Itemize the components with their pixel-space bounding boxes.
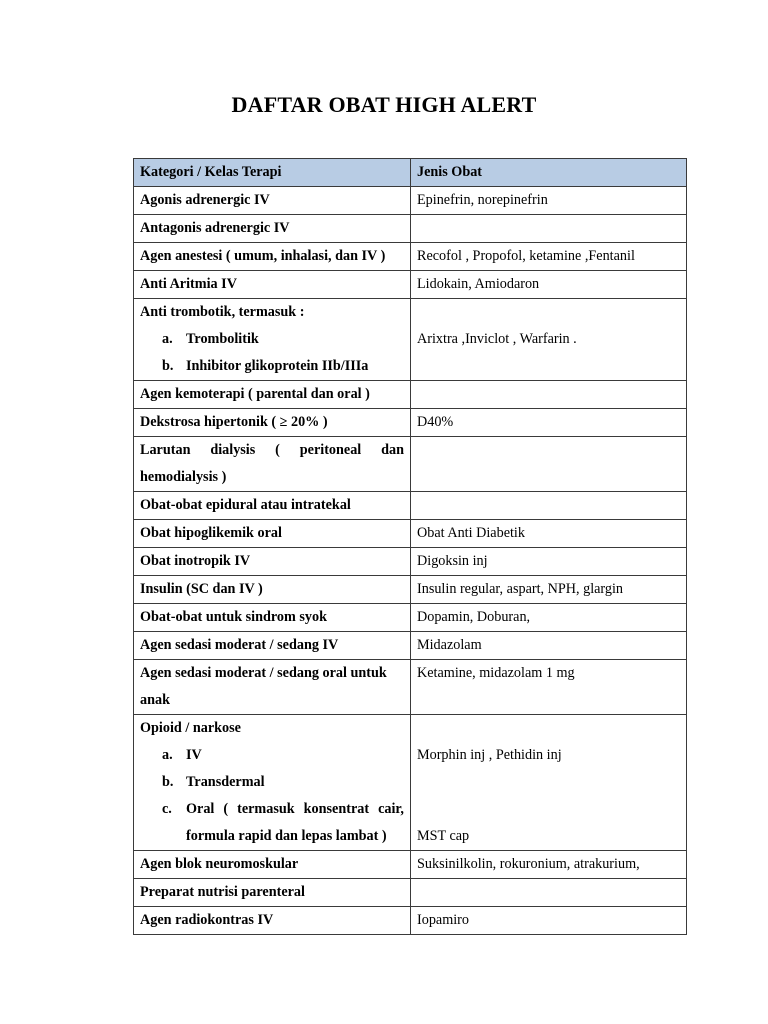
category-line: Agen sedasi moderat / sedang oral untuk [140, 665, 387, 681]
drug-cell [411, 299, 687, 381]
drug-cell: Insulin regular, aspart, NPH, glargin [411, 576, 687, 604]
category-line: anak [140, 692, 170, 708]
category-cell: Agen radiokontras IV [134, 907, 411, 935]
drug-cell [411, 381, 687, 409]
table-row [134, 548, 687, 576]
category-cell: Agen kemoterapi ( parental dan oral ) [134, 381, 411, 409]
word: Larutan [140, 442, 191, 458]
sub-item-marker: b. [162, 358, 174, 374]
sub-item-line [186, 796, 404, 823]
word: konsentrat [303, 801, 370, 817]
drug-cell [411, 492, 687, 520]
sub-item [162, 796, 404, 850]
category-cell [134, 660, 411, 715]
sub-item-line: formula rapid dan lepas lambat ) [186, 828, 387, 844]
category-line [140, 437, 404, 464]
drug-cell: D40% [411, 409, 687, 437]
table-row [134, 660, 687, 715]
category-label: Opioid / narkose [140, 720, 241, 736]
category-cell: Antagonis adrenergic IV [134, 215, 411, 243]
sub-item-label: Inhibitor glikoprotein IIb/IIIa [186, 358, 369, 374]
category-cell: Agen sedasi moderat / sedang IV [134, 632, 411, 660]
category-cell: Obat inotropik IV [134, 548, 411, 576]
sub-item-label: Transdermal [186, 774, 265, 790]
drug-cell: Epinefrin, norepinefrin [411, 187, 687, 215]
page-title: DAFTAR OBAT HIGH ALERT [231, 92, 537, 117]
drug-cell: Ketamine, midazolam 1 mg [411, 660, 687, 715]
drug-cell [411, 437, 687, 492]
sub-item-list [140, 742, 404, 850]
table-row [134, 632, 687, 660]
category-cell: Agonis adrenergic IV [134, 187, 411, 215]
word: Oral [186, 801, 215, 817]
table-row [134, 299, 687, 381]
sub-item-list [140, 326, 404, 380]
category-cell: Obat hipoglikemik oral [134, 520, 411, 548]
table-row [134, 409, 687, 437]
sub-item-label: IV [186, 747, 202, 763]
drug-text: MST cap [417, 828, 470, 844]
category-cell: Agen blok neuromoskular [134, 851, 411, 879]
word: ( [275, 442, 280, 458]
category-cell: Obat-obat epidural atau intratekal [134, 492, 411, 520]
drug-cell: Lidokain, Amiodaron [411, 271, 687, 299]
word: dialysis [210, 442, 256, 458]
category-cell [134, 437, 411, 492]
table-row [134, 715, 687, 851]
sub-item-label: Trombolitik [186, 331, 259, 347]
category-cell: Obat-obat untuk sindrom syok [134, 604, 411, 632]
sub-item-marker: a. [162, 331, 173, 347]
high-alert-drug-table [133, 158, 687, 935]
drug-cell [411, 879, 687, 907]
category-cell: Dekstrosa hipertonik ( ≥ 20% ) [134, 409, 411, 437]
table-row [134, 907, 687, 935]
table-row [134, 879, 687, 907]
word: termasuk [237, 801, 295, 817]
category-cell [134, 299, 411, 381]
table-header-row [134, 159, 687, 187]
drug-text: Morphin inj , Pethidin inj [417, 747, 562, 763]
word: peritoneal [299, 442, 362, 458]
word: ( [223, 801, 229, 817]
drug-spacer [417, 299, 680, 326]
table-row [134, 243, 687, 271]
sub-item [162, 769, 404, 796]
drug-cell [411, 215, 687, 243]
category-cell: Insulin (SC dan IV ) [134, 576, 411, 604]
header-category: Kategori / Kelas Terapi [134, 159, 411, 187]
sub-item-marker: b. [162, 774, 174, 790]
category-cell: Agen anestesi ( umum, inhalasi, dan IV ) [134, 243, 411, 271]
table-row [134, 437, 687, 492]
category-label: Anti trombotik, termasuk : [140, 304, 305, 320]
table-row [134, 492, 687, 520]
drug-cell: Iopamiro [411, 907, 687, 935]
drug-text: Arixtra ,Inviclot , Warfarin . [417, 331, 577, 347]
drug-cell: Recofol , Propofol, ketamine ,Fentanil [411, 243, 687, 271]
category-cell [134, 715, 411, 851]
table-row [134, 381, 687, 409]
drug-spacer [417, 796, 680, 823]
sub-item [162, 353, 404, 380]
table-row [134, 576, 687, 604]
table-row [134, 187, 687, 215]
drug-cell: Dopamin, Doburan, [411, 604, 687, 632]
sub-item [162, 742, 404, 769]
category-cell: Anti Aritmia IV [134, 271, 411, 299]
drug-cell: Obat Anti Diabetik [411, 520, 687, 548]
table-row [134, 520, 687, 548]
table-row [134, 215, 687, 243]
table-row [134, 604, 687, 632]
drug-cell [411, 715, 687, 851]
category-cell: Preparat nutrisi parenteral [134, 879, 411, 907]
drug-spacer [417, 715, 680, 742]
header-drugs: Jenis Obat [411, 159, 687, 187]
word: dan [381, 442, 404, 458]
word: cair, [378, 801, 404, 817]
table-row [134, 851, 687, 879]
sub-item-marker: a. [162, 747, 173, 763]
sub-item-marker: c. [162, 801, 172, 817]
category-line: hemodialysis ) [140, 469, 227, 485]
sub-item [162, 326, 404, 353]
table-row [134, 271, 687, 299]
drug-cell: Suksinilkolin, rokuronium, atrakurium, [411, 851, 687, 879]
drug-cell: Digoksin inj [411, 548, 687, 576]
drug-cell: Midazolam [411, 632, 687, 660]
drug-spacer [417, 769, 680, 796]
